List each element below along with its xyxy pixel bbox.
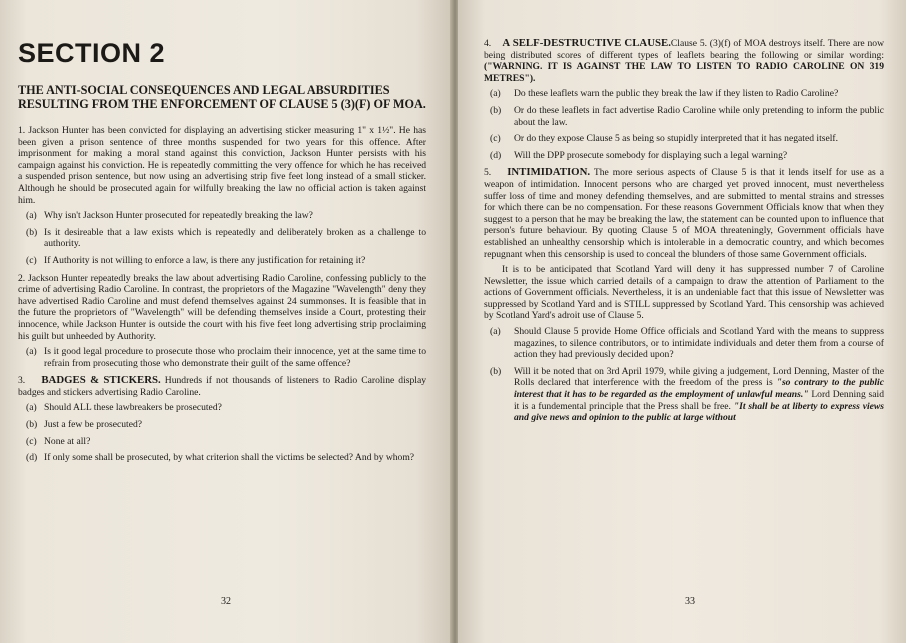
- item-text: Is it good legal procedure to prosecute those who proclaim their innocence, yet at the same time to refrain from prosecuting those who demonstrate their guilt of the same offence?: [44, 346, 426, 369]
- denning-quote-2: "It shall be at liberty to express views and give news and opinion to the public at large without: [514, 400, 885, 424]
- item-text: [514, 366, 884, 424]
- page-number: 32: [221, 596, 231, 607]
- item-label: (d): [26, 452, 38, 464]
- item-label: (b): [490, 104, 502, 116]
- item-text: Or do they expose Clause 5 as being so stupidly interpreted that it has negated itself.: [514, 133, 838, 145]
- paragraph-heading: INTIMIDATION.: [507, 166, 591, 179]
- denning-quote-1: "so contrary to the public interest that it has to be regarded as the employment of unlawful means.": [514, 377, 884, 401]
- paragraph-heading: BADGES & STICKERS.: [41, 374, 161, 387]
- list-item: [484, 366, 884, 424]
- list-item: [18, 436, 426, 448]
- item-label: (c): [490, 133, 501, 145]
- item-label: (a): [490, 326, 501, 338]
- list-item: [484, 326, 884, 361]
- paragraph-1: 1. Jackson Hunter has been convicted for displaying an advertising sticker measuring 1" x 1½". He has been given a prison sentence of three months suspended for two years for this offence. After imprisonment for making a moral stand against this conviction, Jackson Hunter persists with his campaign against his conviction. He is repeatedly committing the very offence for which he has received a suspended prison sentence, but now using an advertising strip five feet long instead of a small sticker. Although he should be prosecuted again for wilfully breaking the law no official action is taken against him.: [18, 125, 426, 206]
- paragraph-5: [484, 167, 884, 260]
- item-label: (a): [26, 402, 37, 414]
- list-item: [18, 210, 426, 222]
- list-2: [18, 346, 426, 369]
- item-label: (b): [26, 419, 38, 431]
- item-label: (b): [490, 365, 502, 377]
- item-text-part: Lord Denning said it is a fundemental principle that the Press shall be free.: [514, 389, 884, 412]
- list-item: [484, 88, 884, 100]
- item-label: (c): [26, 254, 37, 266]
- item-text: Or do these leaflets in fact advertise Radio Caroline while only pretending to inform the public about the law.: [514, 104, 884, 128]
- list-item: [18, 452, 426, 464]
- paragraph-2: 2. Jackson Hunter repeatedly breaks the law about advertising Radio Caroline, confessing publicly to the crime of advertising Radio Caroline. In contrast, the proprietors of the Magazine "Wavelength" deny they have advertised Radio Caroline and must defend themselves against 24 summonses. It is feasible that in the future the proprietors of "Wavelength" will be defending themselves inside a Court, protesting their innocence, while Jackson Hunter is outside the court with his five feet long advertising strip proclaiming his guilt but unheeded by Authority.: [18, 272, 426, 342]
- paragraph-text: Clause 5. (3)(f) of MOA destroys itself. There are now being distributed scores of different types of leaflets bearing the following or similar wording:: [484, 38, 885, 61]
- paragraph-number: 5.: [484, 167, 492, 179]
- paragraph-text: The more serious aspects of Clause 5 is that it lends itself for use as a weapon of intimidation. Innocent persons who are charged yet proved innocent, must nevertheless suffer loss of time and money defending themselves, and are submitted to mental strains and stresses for which there can be no compensation. For these reasons Government Officials know that when they suggest to a person that he may be breaking the law, the statement can be counted upon to influence that person's future behaviour. By quoting Clause 5 of MOA threateningly, Government officials have established an unhealthy censorship which is intolerable in a democratic country, and which becomes repugnant when this censorship is used to conceal the blunders of those same Government officials.: [484, 167, 885, 260]
- item-text-part: Will it be noted that on 3rd April 1979, while giving a judgement, Lord Denning, Master of the Rolls declared that interference with the freedom of the press is: [514, 365, 884, 389]
- item-text: Is it desireable that a law exists which is repeatedly and deliberately broken as a challenge to authority.: [44, 226, 426, 250]
- paragraph-heading: A SELF-DESTRUCTIVE CLAUSE.: [502, 37, 671, 49]
- item-text: Do these leaflets warn the public they break the law if they listen to Radio Caroline?: [514, 88, 839, 100]
- paragraph-number: 4.: [484, 38, 492, 49]
- list-6: [484, 326, 884, 424]
- right-page: [458, 0, 906, 643]
- item-label: (a): [26, 346, 37, 358]
- item-label: (a): [26, 210, 37, 222]
- warning-text: ("WARNING. IT IS AGAINST THE LAW TO LISTEN TO RADIO CAROLINE ON 319 METRES").: [484, 61, 884, 84]
- item-text: None at all?: [44, 435, 91, 447]
- paragraph-3: [18, 375, 426, 398]
- list-item: [484, 105, 884, 128]
- paragraph-text: Hundreds if not thousands of listeners to Radio Caroline display badges and stickers advertising Radio Caroline.: [18, 375, 427, 398]
- list-item: [484, 133, 884, 145]
- item-label: (b): [26, 226, 38, 238]
- item-text: If Authority is not willing to enforce a law, is there any justification for retaining it?: [44, 254, 366, 266]
- item-label: (c): [26, 435, 37, 447]
- item-label: (a): [490, 88, 501, 100]
- item-label: (d): [490, 149, 502, 161]
- item-text: Just a few be prosecuted?: [44, 419, 143, 431]
- list-3: [18, 402, 426, 463]
- paragraph-4: [484, 38, 884, 84]
- list-4: [484, 88, 884, 161]
- list-item: [18, 255, 426, 267]
- list-item: [484, 150, 884, 162]
- left-page: [0, 0, 452, 643]
- item-text: Will the DPP prosecute somebody for displaying such a legal warning?: [514, 149, 788, 161]
- page-number: 33: [685, 596, 695, 607]
- list-item: [18, 346, 426, 369]
- item-text: Should ALL these lawbreakers be prosecuted?: [44, 402, 222, 414]
- section-title: SECTION 2: [18, 38, 166, 68]
- list-item: [18, 227, 426, 250]
- item-text: Why isn't Jackson Hunter prosecuted for repeatedly breaking the law?: [44, 210, 313, 222]
- section-heading: THE ANTI-SOCIAL CONSEQUENCES AND LEGAL ABSURDITIES RESULTING FROM THE ENFORCEMENT OF CLAUSE 5 (3)(F) OF MOA.: [18, 83, 426, 111]
- paragraph-6: It is to be anticipated that Scotland Yard will deny it has suppressed number 7 of Caroline Newsletter, the issue which carried details of a campaign to draw the attention of Parliament to the actions of Government officials. Nevertheless, it is an undeniable fact that this issue of Newsletter was suppressed by Scotland Yard and is STILL suppressed by Scotland Yard. This censorship was achieved by Scotland Yard's adroit use of Clause 5.: [484, 264, 884, 322]
- list-item: [18, 402, 426, 414]
- list-item: [18, 419, 426, 431]
- item-text: If only some shall be prosecuted, by what criterion shall the victims be selected? And by whom?: [44, 452, 415, 464]
- item-text: Should Clause 5 provide Home Office officials and Scotland Yard with the means to suppress magazines, to silence contributors, or to intimidate individuals and deter them from a course of action they had previously decided upon?: [514, 326, 884, 361]
- list-1: [18, 210, 426, 266]
- paragraph-number: 3.: [18, 375, 26, 387]
